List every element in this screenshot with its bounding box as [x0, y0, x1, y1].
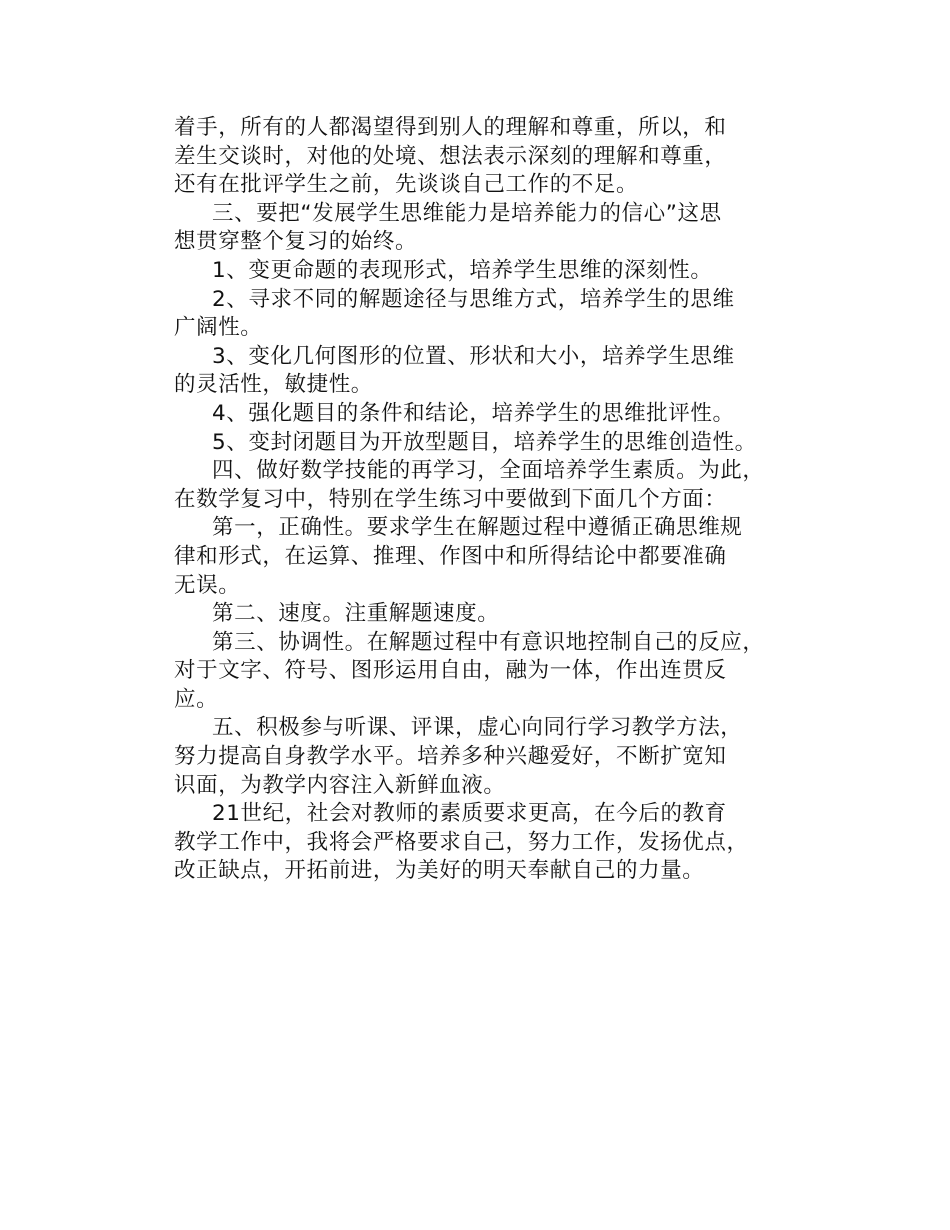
paragraph-4: 2、寻求不同的解题途径与思维方式，培养学生的思维 广阔性。 — [174, 286, 735, 341]
paragraph-13: 21世纪，社会对教师的素质要求更高，在今后的教育 教学工作中，我将会严格要求自己，努力工作，发扬优点， 改正缺点，开拓前进，为美好的明天奉献自己的力量。 — [174, 801, 749, 884]
paragraph-12: 五、积极参与听课、评课，虚心向同行学习教学方法， 努力提高自身教学水平。培养多种兴趣爱好，不断扩宽知 识面，为教学内容注入新鲜血液。 — [174, 715, 743, 798]
document-body — [174, 114, 824, 886]
paragraph-8: 四、做好数学技能的再学习，全面培养学生素质。为此， 在数学复习中，特别在学生练习中要做到下面几个方面： — [174, 458, 765, 512]
paragraph-6: 4、强化题目的条件和结论，培养学生的思维批评性。 — [212, 400, 735, 426]
paragraph-10: 第二、速度。注重解题速度。 — [212, 601, 500, 627]
paragraph-9: 第一，正确性。要求学生在解题过程中遵循正确思维规 律和形式，在运算、推理、作图中和所得结论中都要准确 无误。 — [174, 515, 743, 598]
paragraph-7: 5、变封闭题目为开放型题目，培养学生的思维创造性。 — [212, 429, 757, 455]
paragraph-2: 三、要把“发展学生思维能力是培养能力的信心”这思 想贯穿整个复习的始终。 — [174, 200, 722, 255]
paragraph-1: 着手，所有的人都渴望得到别人的理解和尊重，所以，和 差生交谈时，对他的处境、想法表示深刻的理解和尊重， 还有在批评学生之前，先谈谈自己工作的不足。 — [174, 115, 727, 198]
paragraph-5: 3、变化几何图形的位置、形状和大小，培养学生思维 的灵活性，敏捷性。 — [174, 343, 735, 398]
paragraph-11: 第三、协调性。在解题过程中有意识地控制自己的反应， 对于文字、符号、图形运用自由，融为一体，作出连贯反 应。 — [174, 629, 765, 712]
paragraph-3: 1、变更命题的表现形式，培养学生思维的深刻性。 — [212, 257, 713, 283]
